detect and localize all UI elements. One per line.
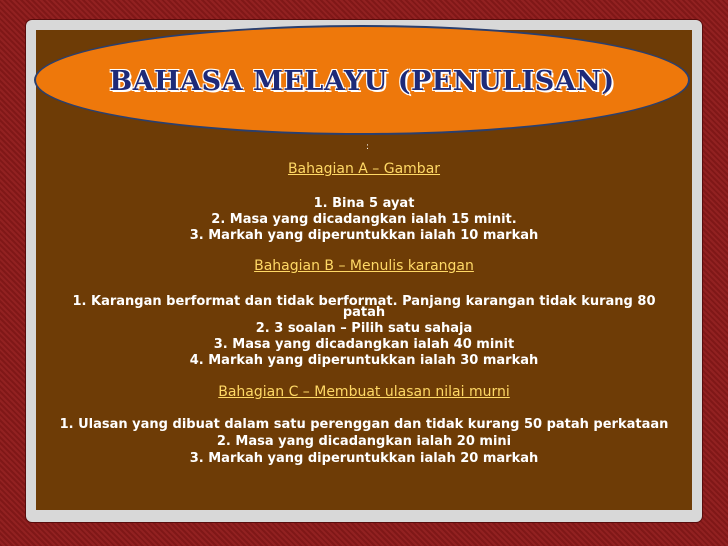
section-c-item-3: 3. Markah yang diperuntukkan ialah 20 markah — [189, 451, 539, 466]
section-b-item-1: 1. Karangan berformat dan tidak berformat. Panjang karangan tidak kurang 80 — [72, 294, 656, 309]
section-b-item-4: 4. Markah yang diperuntukkan ialah 30 markah — [189, 353, 539, 368]
section-b-item-1-continued: patah — [342, 305, 386, 320]
section-c-item-1: 1. Ulasan yang dibuat dalam satu perenggan dan tidak kurang 50 patah perkataan — [59, 417, 669, 432]
slide-title: BAHASA MELAYU (PENULISAN) — [109, 66, 615, 97]
section-a-heading: Bahagian A – Gambar — [287, 161, 441, 177]
section-b-item-3: 3. Masa yang dicadangkan ialah 40 minit — [213, 337, 515, 352]
section-b-item-2: 2. 3 soalan – Pilih satu sahaja — [255, 321, 473, 336]
colon-mark: : — [366, 142, 370, 152]
section-a-item-1: 1. Bina 5 ayat — [313, 196, 415, 211]
section-b-heading: Bahagian B – Menulis karangan — [254, 258, 474, 274]
section-c-item-2: 2. Masa yang dicadangkan ialah 20 mini — [216, 434, 512, 449]
section-c-heading: Bahagian C – Membuat ulasan nilai murni — [218, 384, 510, 400]
section-a-item-2: 2. Masa yang dicadangkan ialah 15 minit. — [211, 212, 517, 227]
section-a-item-3: 3. Markah yang diperuntukkan ialah 10 markah — [189, 228, 539, 243]
